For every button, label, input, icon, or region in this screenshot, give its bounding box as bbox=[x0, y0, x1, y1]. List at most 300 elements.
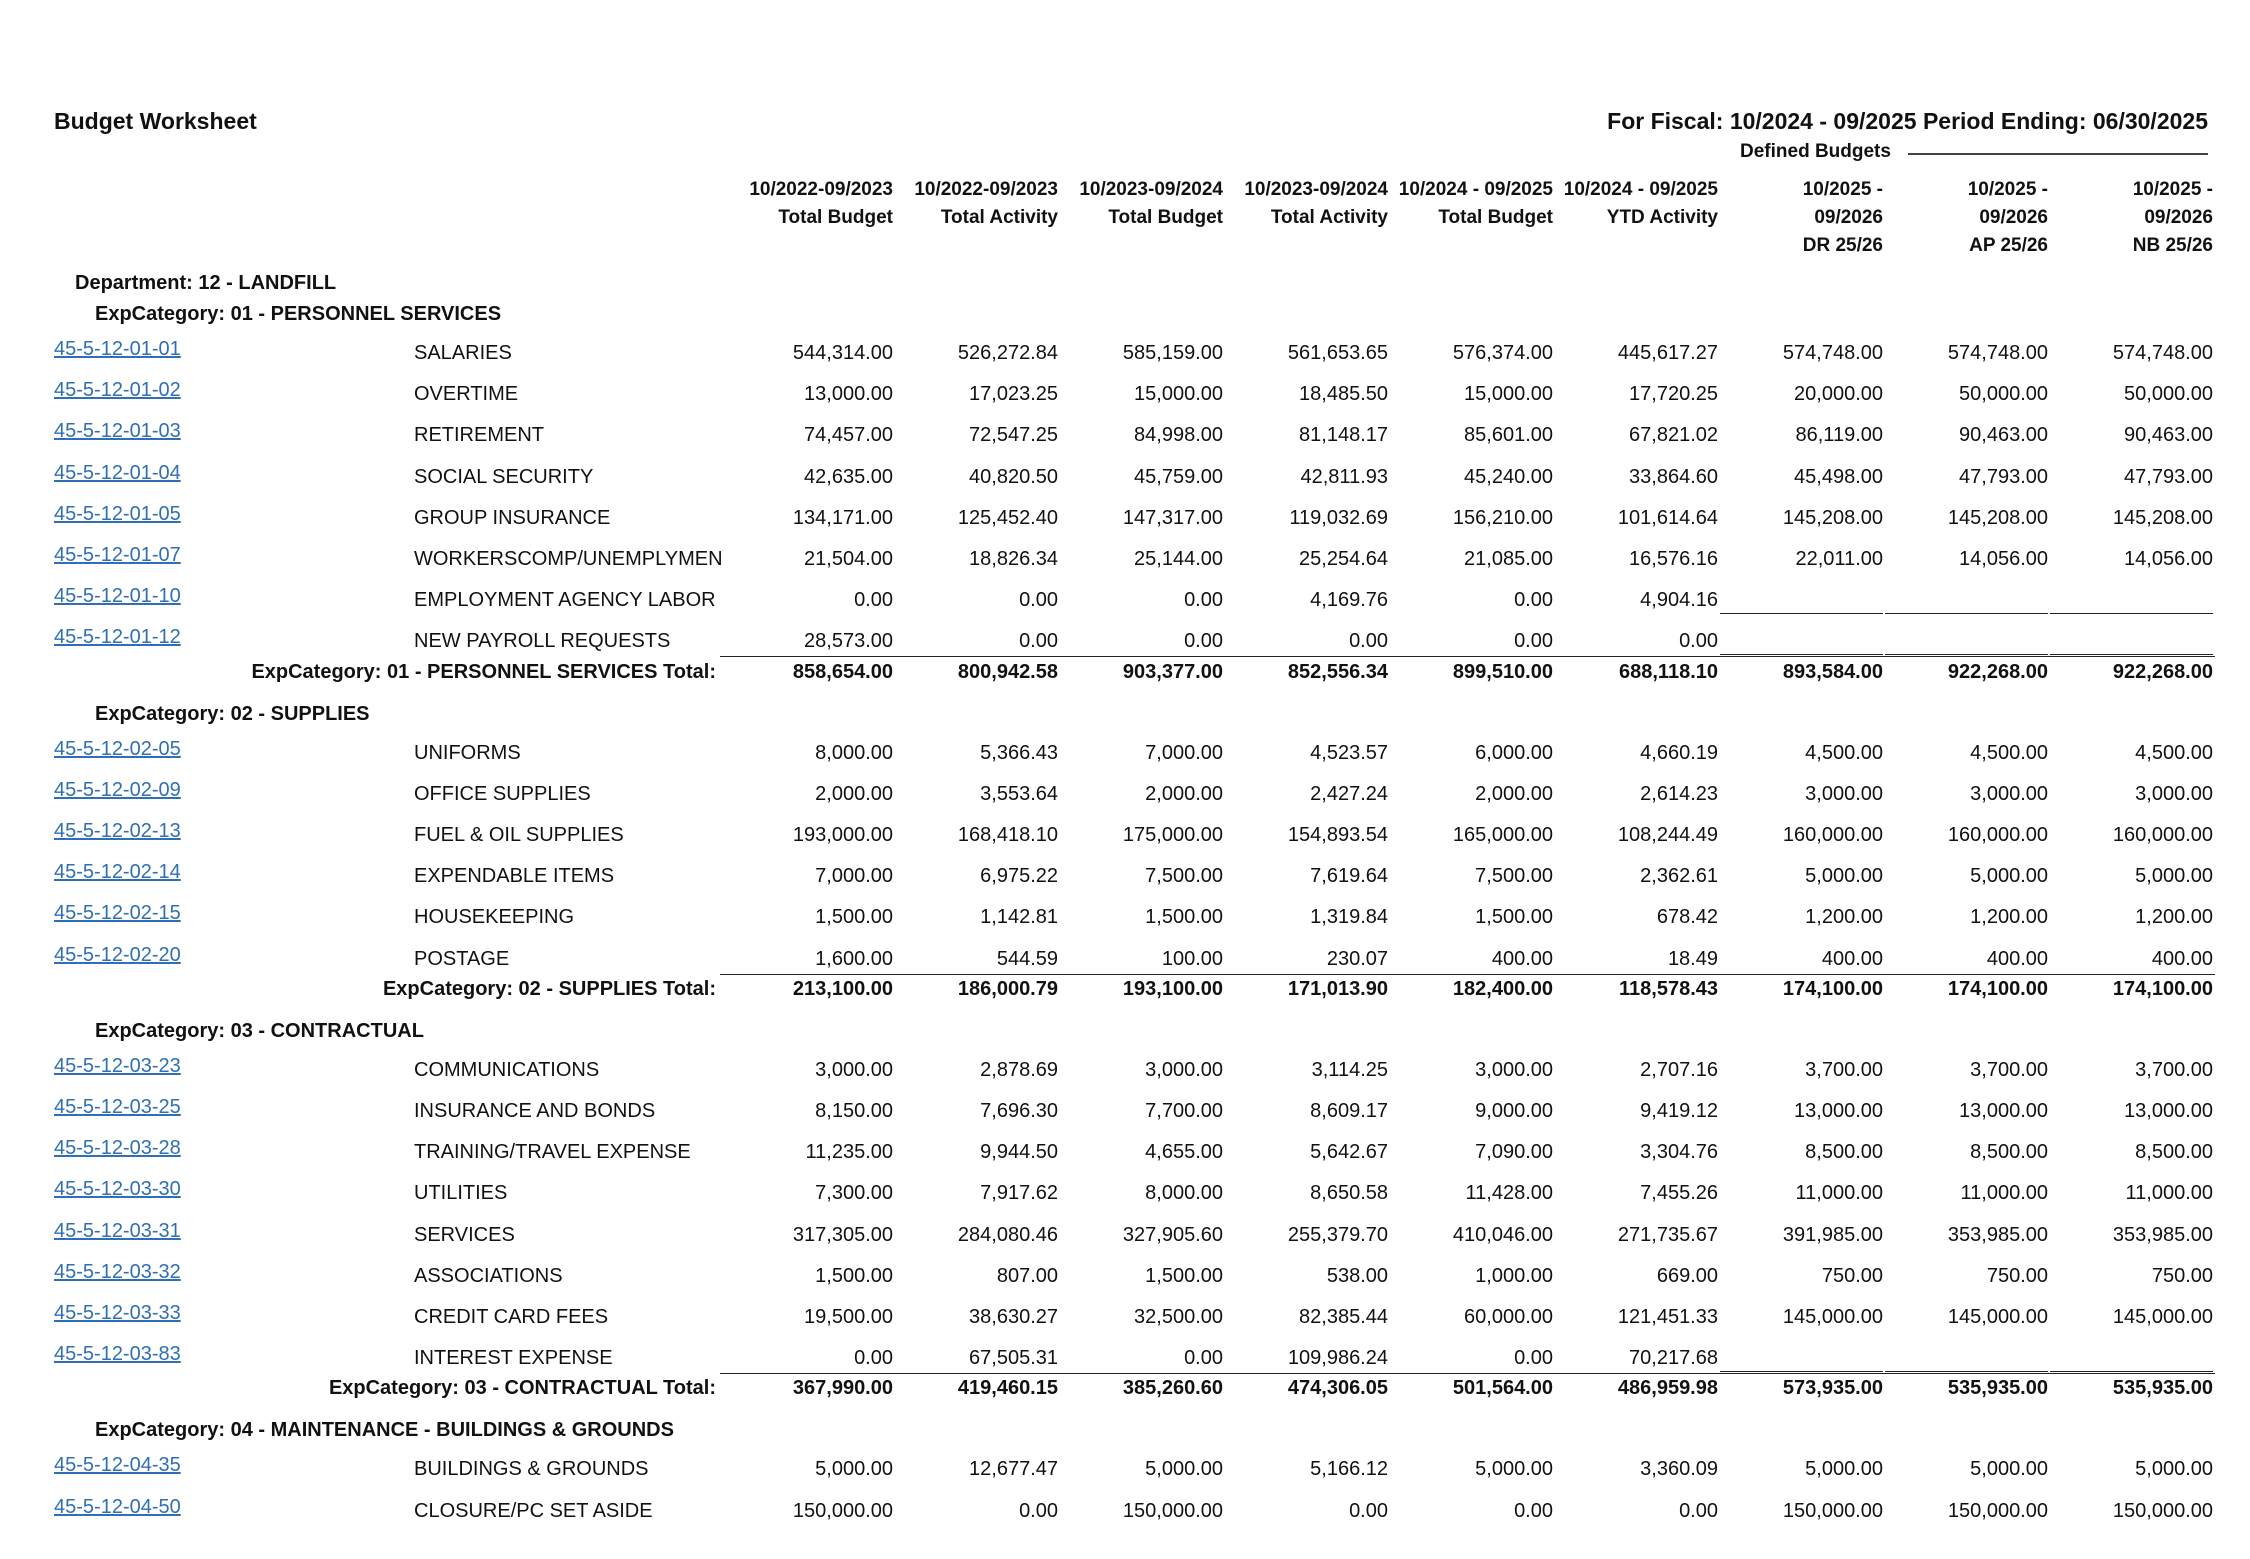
amount-cell: 20,000.00 bbox=[1794, 383, 1883, 406]
blank-entry-line bbox=[2050, 654, 2213, 655]
category-total-amount: 800,942.58 bbox=[957, 660, 1058, 683]
amount-cell: 2,000.00 bbox=[1145, 782, 1223, 805]
amount-cell: 67,505.31 bbox=[969, 1347, 1058, 1370]
account-link[interactable]: 45-5-12-02-13 bbox=[54, 820, 181, 842]
amount-cell: 2,000.00 bbox=[815, 782, 893, 805]
amount-cell: 2,878.69 bbox=[980, 1058, 1058, 1081]
amount-cell: 13,000.00 bbox=[804, 383, 893, 406]
amount-cell: 145,208.00 bbox=[1947, 506, 2048, 529]
report-title: Budget Worksheet bbox=[54, 108, 257, 134]
column-header-line: Total Activity bbox=[940, 207, 1058, 228]
amount-cell: 400.00 bbox=[1821, 947, 1883, 970]
amount-cell: 4,660.19 bbox=[1640, 741, 1718, 764]
amount-cell: 18.49 bbox=[1667, 947, 1718, 970]
amount-cell: 150,000.00 bbox=[1782, 1499, 1883, 1522]
category-total-amount: 174,100.00 bbox=[2112, 977, 2213, 1000]
account-link[interactable]: 45-5-12-03-28 bbox=[54, 1137, 181, 1160]
amount-cell: 74,457.00 bbox=[804, 424, 893, 447]
column-header-line: YTD Activity bbox=[1606, 207, 1718, 228]
column-header bbox=[1713, 176, 1883, 260]
amount-cell: 11,000.00 bbox=[2125, 1182, 2213, 1205]
amount-cell: 544,314.00 bbox=[792, 342, 893, 364]
amount-cell: 9,000.00 bbox=[1475, 1100, 1553, 1122]
category-total-amount: 193,100.00 bbox=[1122, 977, 1223, 1000]
category-total-amount: 899,510.00 bbox=[1452, 660, 1553, 683]
amount-cell: 121,451.33 bbox=[1617, 1306, 1718, 1328]
amount-cell: 9,419.12 bbox=[1640, 1100, 1718, 1122]
account-description: WORKERSCOMP/UNEMPLYMEN bbox=[414, 548, 723, 570]
amount-cell: 271,735.67 bbox=[1617, 1223, 1718, 1246]
amount-cell: 3,360.09 bbox=[1640, 1458, 1718, 1481]
category-total-amount: 573,935.00 bbox=[1782, 1377, 1883, 1400]
amount-cell: 8,500.00 bbox=[1805, 1141, 1883, 1164]
account-link[interactable]: 45-5-12-03-30 bbox=[54, 1178, 181, 1201]
amount-cell: 5,000.00 bbox=[1475, 1458, 1553, 1481]
amount-cell: 8,000.00 bbox=[1145, 1182, 1223, 1205]
amount-cell: 150,000.00 bbox=[2112, 1499, 2213, 1522]
amount-cell: 8,609.17 bbox=[1310, 1100, 1388, 1122]
column-header bbox=[723, 176, 893, 260]
amount-cell: 3,553.64 bbox=[980, 782, 1058, 805]
amount-cell: 2,614.23 bbox=[1640, 782, 1718, 805]
amount-cell: 750.00 bbox=[1821, 1264, 1883, 1287]
amount-cell: 145,000.00 bbox=[1782, 1306, 1883, 1328]
defined-budgets-label: Defined Budgets bbox=[1740, 141, 1891, 162]
amount-cell: 3,000.00 bbox=[2135, 782, 2213, 805]
amount-cell: 574,748.00 bbox=[1782, 342, 1883, 364]
account-description: CLOSURE/PC SET ASIDE bbox=[414, 1499, 653, 1522]
blank-entry-line bbox=[2050, 613, 2213, 614]
account-link[interactable]: 45-5-12-03-23 bbox=[54, 1054, 181, 1077]
amount-cell: 1,000.00 bbox=[1475, 1264, 1553, 1287]
account-description: INTEREST EXPENSE bbox=[414, 1347, 613, 1370]
amount-cell: 284,080.46 bbox=[957, 1223, 1058, 1246]
amount-cell: 134,171.00 bbox=[792, 506, 893, 529]
account-link[interactable]: 45-5-12-03-32 bbox=[54, 1260, 181, 1283]
amount-cell: 5,000.00 bbox=[1145, 1458, 1223, 1481]
column-header-line: 10/2023-09/2024 bbox=[1244, 179, 1388, 200]
amount-cell: 0.00 bbox=[1679, 1499, 1718, 1522]
amount-cell: 4,904.16 bbox=[1640, 589, 1718, 612]
amount-cell: 1,142.81 bbox=[980, 906, 1058, 929]
category-total-amount: 186,000.79 bbox=[957, 977, 1058, 1000]
amount-cell: 45,240.00 bbox=[1464, 465, 1553, 488]
amount-cell: 7,500.00 bbox=[1145, 865, 1223, 888]
amount-cell: 17,720.25 bbox=[1629, 383, 1718, 406]
account-description: UTILITIES bbox=[414, 1182, 508, 1205]
account-link[interactable]: 45-5-12-03-33 bbox=[54, 1302, 181, 1324]
amount-cell: 0.00 bbox=[1349, 630, 1388, 653]
subtotal-rule bbox=[720, 974, 2215, 975]
amount-cell: 7,300.00 bbox=[815, 1182, 893, 1205]
amount-cell: 82,385.44 bbox=[1299, 1306, 1388, 1328]
blank-entry-line bbox=[1720, 613, 1883, 614]
amount-cell: 18,826.34 bbox=[969, 548, 1058, 570]
amount-cell: 45,498.00 bbox=[1794, 465, 1883, 488]
amount-cell: 544.59 bbox=[996, 947, 1058, 970]
amount-cell: 5,000.00 bbox=[815, 1458, 893, 1481]
amount-cell: 3,000.00 bbox=[1475, 1058, 1553, 1081]
amount-cell: 5,000.00 bbox=[1970, 1458, 2048, 1481]
amount-cell: 750.00 bbox=[1986, 1264, 2048, 1287]
column-header bbox=[2043, 176, 2213, 260]
account-link[interactable]: 45-5-12-01-12 bbox=[54, 626, 181, 649]
category-total-amount: 535,935.00 bbox=[1947, 1377, 2048, 1400]
amount-cell: 2,427.24 bbox=[1310, 782, 1388, 805]
amount-cell: 7,090.00 bbox=[1475, 1141, 1553, 1164]
amount-cell: 561,653.65 bbox=[1287, 342, 1388, 364]
amount-cell: 5,366.43 bbox=[980, 741, 1058, 764]
amount-cell: 11,428.00 bbox=[1465, 1182, 1553, 1205]
amount-cell: 45,759.00 bbox=[1134, 465, 1223, 488]
category-total-amount: 893,584.00 bbox=[1782, 660, 1883, 683]
amount-cell: 13,000.00 bbox=[2124, 1100, 2213, 1122]
column-header-line bbox=[723, 232, 893, 260]
amount-cell: 147,317.00 bbox=[1122, 506, 1223, 529]
amount-cell: 574,748.00 bbox=[2112, 342, 2213, 364]
account-link[interactable]: 45-5-12-02-05 bbox=[54, 737, 181, 760]
category-total-amount: 903,377.00 bbox=[1122, 660, 1223, 683]
account-description: BUILDINGS & GROUNDS bbox=[414, 1458, 649, 1481]
amount-cell: 28,573.00 bbox=[804, 630, 893, 653]
amount-cell: 3,700.00 bbox=[1970, 1058, 2048, 1081]
account-link[interactable]: 45-5-12-01-03 bbox=[54, 420, 181, 443]
amount-cell: 230.07 bbox=[1326, 947, 1388, 970]
amount-cell: 4,655.00 bbox=[1145, 1141, 1223, 1164]
account-description: SALARIES bbox=[414, 342, 512, 364]
amount-cell: 2,000.00 bbox=[1475, 782, 1553, 805]
amount-cell: 11,235.00 bbox=[805, 1141, 893, 1164]
amount-cell: 400.00 bbox=[1491, 947, 1553, 970]
account-link[interactable]: 45-5-12-04-35 bbox=[54, 1454, 181, 1477]
amount-cell: 165,000.00 bbox=[1452, 824, 1553, 846]
amount-cell: 14,056.00 bbox=[1959, 548, 2048, 570]
amount-cell: 125,452.40 bbox=[957, 506, 1058, 529]
amount-cell: 576,374.00 bbox=[1452, 342, 1553, 364]
amount-cell: 5,000.00 bbox=[1805, 865, 1883, 888]
amount-cell: 8,150.00 bbox=[815, 1100, 893, 1122]
amount-cell: 85,601.00 bbox=[1464, 424, 1553, 447]
amount-cell: 168,418.10 bbox=[957, 824, 1058, 846]
blank-entry-line bbox=[1885, 1371, 2048, 1372]
amount-cell: 585,159.00 bbox=[1122, 342, 1223, 364]
blank-entry-line bbox=[1720, 654, 1883, 655]
column-header-line: 09/2026 bbox=[1979, 207, 2048, 228]
amount-cell: 0.00 bbox=[854, 1347, 893, 1370]
amount-cell: 2,362.61 bbox=[1640, 865, 1718, 888]
amount-cell: 5,000.00 bbox=[1970, 865, 2048, 888]
amount-cell: 42,811.93 bbox=[1300, 465, 1388, 488]
amount-cell: 193,000.00 bbox=[792, 824, 893, 846]
account-link[interactable]: 45-5-12-01-07 bbox=[54, 544, 181, 566]
amount-cell: 3,000.00 bbox=[1970, 782, 2048, 805]
amount-cell: 400.00 bbox=[1986, 947, 2048, 970]
amount-cell: 3,000.00 bbox=[815, 1058, 893, 1081]
amount-cell: 13,000.00 bbox=[1794, 1100, 1883, 1122]
blank-entry-line bbox=[1885, 613, 2048, 614]
column-header-line: Total Budget bbox=[1108, 207, 1223, 228]
amount-cell: 108,244.49 bbox=[1617, 824, 1718, 846]
amount-cell: 0.00 bbox=[1514, 1347, 1553, 1370]
amount-cell: 5,166.12 bbox=[1310, 1458, 1388, 1481]
amount-cell: 574,748.00 bbox=[1947, 342, 2048, 364]
column-header-line bbox=[888, 232, 1058, 260]
column-header bbox=[1383, 176, 1553, 260]
amount-cell: 0.00 bbox=[1514, 589, 1553, 612]
amount-cell: 145,208.00 bbox=[2112, 506, 2213, 529]
amount-cell: 353,985.00 bbox=[2112, 1223, 2213, 1246]
amount-cell: 18,485.50 bbox=[1299, 383, 1388, 406]
account-link[interactable]: 45-5-12-01-05 bbox=[54, 502, 181, 525]
account-description: OVERTIME bbox=[414, 383, 519, 406]
category-total-amount: 182,400.00 bbox=[1452, 977, 1553, 1000]
amount-cell: 160,000.00 bbox=[2112, 824, 2213, 846]
amount-cell: 9,944.50 bbox=[980, 1141, 1058, 1164]
column-header-line bbox=[1218, 232, 1388, 260]
account-description: RETIREMENT bbox=[414, 424, 544, 447]
category-total-amount: 486,959.98 bbox=[1617, 1377, 1718, 1400]
amount-cell: 60,000.00 bbox=[1464, 1306, 1553, 1328]
amount-cell: 353,985.00 bbox=[1947, 1223, 2048, 1246]
column-header bbox=[1218, 176, 1388, 260]
amount-cell: 3,000.00 bbox=[1145, 1058, 1223, 1081]
amount-cell: 0.00 bbox=[1184, 630, 1223, 653]
amount-cell: 160,000.00 bbox=[1782, 824, 1883, 846]
account-description: ASSOCIATIONS bbox=[414, 1264, 563, 1287]
amount-cell: 1,200.00 bbox=[1805, 906, 1883, 929]
amount-cell: 3,114.25 bbox=[1311, 1058, 1388, 1081]
amount-cell: 84,998.00 bbox=[1134, 424, 1223, 447]
amount-cell: 50,000.00 bbox=[1959, 383, 2048, 406]
column-header-line: 10/2025 - bbox=[2132, 179, 2213, 200]
amount-cell: 145,000.00 bbox=[1947, 1306, 2048, 1328]
column-header-line: 10/2022-09/2023 bbox=[914, 179, 1058, 200]
category-heading: ExpCategory: 01 - PERSONNEL SERVICES bbox=[95, 303, 502, 325]
category-total-amount: 535,935.00 bbox=[2112, 1377, 2213, 1400]
account-link[interactable]: 45-5-12-03-31 bbox=[54, 1219, 181, 1242]
account-link[interactable]: 45-5-12-02-09 bbox=[54, 778, 181, 801]
amount-cell: 400.00 bbox=[2151, 947, 2213, 970]
amount-cell: 7,000.00 bbox=[815, 865, 893, 888]
amount-cell: 81,148.17 bbox=[1299, 424, 1388, 447]
amount-cell: 1,500.00 bbox=[1145, 1264, 1223, 1287]
amount-cell: 6,000.00 bbox=[1475, 741, 1553, 764]
account-description: EMPLOYMENT AGENCY LABOR bbox=[414, 589, 716, 612]
amount-cell: 5,000.00 bbox=[2135, 1458, 2213, 1481]
amount-cell: 445,617.27 bbox=[1617, 342, 1718, 364]
amount-cell: 72,547.25 bbox=[969, 424, 1058, 447]
amount-cell: 1,500.00 bbox=[1475, 906, 1553, 929]
subtotal-rule bbox=[720, 1373, 2215, 1374]
amount-cell: 317,305.00 bbox=[792, 1223, 893, 1246]
amount-cell: 391,985.00 bbox=[1782, 1223, 1883, 1246]
blank-entry-line bbox=[2050, 1371, 2213, 1372]
account-link[interactable]: 45-5-12-01-04 bbox=[54, 461, 181, 484]
amount-cell: 8,500.00 bbox=[2135, 1141, 2213, 1164]
subtotal-rule bbox=[720, 656, 2215, 657]
account-link[interactable]: 45-5-12-01-02 bbox=[54, 379, 181, 402]
amount-cell: 5,000.00 bbox=[2135, 865, 2213, 888]
amount-cell: 25,144.00 bbox=[1134, 548, 1223, 570]
amount-cell: 4,169.76 bbox=[1310, 589, 1388, 612]
category-heading: ExpCategory: 02 - SUPPLIES bbox=[95, 702, 370, 725]
category-total-label: ExpCategory: 02 - SUPPLIES Total: bbox=[382, 977, 716, 1000]
amount-cell: 255,379.70 bbox=[1287, 1223, 1388, 1246]
amount-cell: 7,500.00 bbox=[1475, 865, 1553, 888]
amount-cell: 154,893.54 bbox=[1287, 824, 1388, 846]
account-link[interactable]: 45-5-12-04-50 bbox=[54, 1495, 181, 1518]
amount-cell: 669.00 bbox=[1656, 1264, 1718, 1287]
amount-cell: 19,500.00 bbox=[804, 1306, 893, 1328]
amount-cell: 12,677.47 bbox=[969, 1458, 1058, 1481]
amount-cell: 40,820.50 bbox=[969, 465, 1058, 488]
account-link[interactable]: 45-5-12-02-14 bbox=[54, 861, 181, 884]
amount-cell: 538.00 bbox=[1326, 1264, 1388, 1287]
account-link[interactable]: 45-5-12-02-20 bbox=[54, 943, 181, 966]
category-total-amount: 174,100.00 bbox=[1782, 977, 1883, 1000]
amount-cell: 11,000.00 bbox=[1795, 1182, 1883, 1205]
amount-cell: 0.00 bbox=[854, 589, 893, 612]
amount-cell: 0.00 bbox=[1019, 630, 1058, 653]
category-total-amount: 688,118.10 bbox=[1619, 660, 1718, 683]
amount-cell: 526,272.84 bbox=[957, 342, 1058, 364]
amount-cell: 8,000.00 bbox=[815, 741, 893, 764]
category-total-amount: 174,100.00 bbox=[1947, 977, 2048, 1000]
account-description: TRAINING/TRAVEL EXPENSE bbox=[414, 1141, 691, 1164]
amount-cell: 175,000.00 bbox=[1122, 824, 1223, 846]
blank-entry-line bbox=[1720, 1371, 1883, 1372]
amount-cell: 2,707.16 bbox=[1640, 1058, 1718, 1081]
amount-cell: 0.00 bbox=[1514, 630, 1553, 653]
amount-cell: 4,500.00 bbox=[1970, 741, 2048, 764]
amount-cell: 47,793.00 bbox=[1959, 465, 2048, 488]
amount-cell: 750.00 bbox=[2151, 1264, 2213, 1287]
amount-cell: 47,793.00 bbox=[2124, 465, 2213, 488]
category-total-label: ExpCategory: 01 - PERSONNEL SERVICES Total: bbox=[251, 660, 716, 683]
amount-cell: 17,023.25 bbox=[969, 383, 1058, 406]
account-description: INSURANCE AND BONDS bbox=[414, 1100, 656, 1122]
department-heading: Department: 12 - LANDFILL bbox=[75, 272, 337, 294]
amount-cell: 0.00 bbox=[1349, 1499, 1388, 1522]
amount-cell: 4,500.00 bbox=[1805, 741, 1883, 764]
amount-cell: 11,000.00 bbox=[1960, 1182, 2048, 1205]
account-description: HOUSEKEEPING bbox=[414, 906, 575, 929]
column-header bbox=[1548, 176, 1718, 260]
amount-cell: 150,000.00 bbox=[1122, 1499, 1223, 1522]
column-header-line bbox=[1383, 232, 1553, 260]
category-total-amount: 922,268.00 bbox=[2112, 660, 2213, 683]
amount-cell: 14,056.00 bbox=[2124, 548, 2213, 570]
amount-cell: 5,000.00 bbox=[1805, 1458, 1883, 1481]
amount-cell: 327,905.60 bbox=[1122, 1223, 1223, 1246]
amount-cell: 119,032.69 bbox=[1289, 506, 1388, 529]
category-total-amount: 922,268.00 bbox=[1947, 660, 2048, 683]
column-header-line: 10/2022-09/2023 bbox=[749, 179, 893, 200]
column-header-line: 10/2024 - 09/2025 bbox=[1398, 179, 1553, 200]
column-header-line: Total Budget bbox=[778, 207, 893, 228]
amount-cell: 7,700.00 bbox=[1145, 1100, 1223, 1122]
account-description: UNIFORMS bbox=[414, 741, 521, 764]
category-total-amount: 171,013.90 bbox=[1287, 977, 1388, 1000]
amount-cell: 38,630.27 bbox=[969, 1306, 1058, 1328]
amount-cell: 1,500.00 bbox=[815, 906, 893, 929]
account-link[interactable]: 45-5-12-01-01 bbox=[54, 338, 181, 360]
column-header bbox=[1053, 176, 1223, 260]
amount-cell: 160,000.00 bbox=[1947, 824, 2048, 846]
column-header-line: DR 25/26 bbox=[1802, 235, 1883, 256]
column-header-line: 10/2024 - 09/2025 bbox=[1563, 179, 1718, 200]
fiscal-period: For Fiscal: 10/2024 - 09/2025 Period Ending: 06/30/2025 bbox=[1607, 108, 2208, 134]
account-link[interactable]: 45-5-12-03-83 bbox=[54, 1343, 181, 1366]
defined-budgets-rule bbox=[1908, 153, 2208, 155]
category-total-amount: 118,578.43 bbox=[1619, 977, 1718, 1000]
category-total-label: ExpCategory: 03 - CONTRACTUAL Total: bbox=[328, 1377, 716, 1400]
column-header bbox=[888, 176, 1058, 260]
account-description: EXPENDABLE ITEMS bbox=[414, 865, 615, 888]
amount-cell: 0.00 bbox=[1184, 1347, 1223, 1370]
amount-cell: 1,500.00 bbox=[815, 1264, 893, 1287]
amount-cell: 5,642.67 bbox=[1310, 1141, 1388, 1164]
amount-cell: 101,614.64 bbox=[1617, 506, 1718, 529]
account-link[interactable]: 45-5-12-02-15 bbox=[54, 902, 181, 925]
amount-cell: 21,085.00 bbox=[1464, 548, 1553, 570]
amount-cell: 4,500.00 bbox=[2135, 741, 2213, 764]
category-total-amount: 367,990.00 bbox=[792, 1377, 893, 1400]
account-description: GROUP INSURANCE bbox=[414, 506, 611, 529]
amount-cell: 67,821.02 bbox=[1629, 424, 1718, 447]
amount-cell: 7,917.62 bbox=[980, 1182, 1058, 1205]
column-header-line: Total Activity bbox=[1270, 207, 1388, 228]
amount-cell: 3,000.00 bbox=[1805, 782, 1883, 805]
amount-cell: 86,119.00 bbox=[1795, 424, 1883, 447]
amount-cell: 150,000.00 bbox=[792, 1499, 893, 1522]
category-heading: ExpCategory: 03 - CONTRACTUAL bbox=[95, 1019, 424, 1042]
column-header-line: NB 25/26 bbox=[2132, 235, 2213, 256]
account-description: OFFICE SUPPLIES bbox=[414, 782, 591, 805]
amount-cell: 410,046.00 bbox=[1452, 1223, 1553, 1246]
amount-cell: 16,576.16 bbox=[1629, 548, 1718, 570]
column-header-line: 10/2023-09/2024 bbox=[1079, 179, 1223, 200]
amount-cell: 7,000.00 bbox=[1145, 741, 1223, 764]
amount-cell: 15,000.00 bbox=[1464, 383, 1553, 406]
account-description: SOCIAL SECURITY bbox=[414, 465, 594, 488]
amount-cell: 1,200.00 bbox=[1970, 906, 2048, 929]
account-description: COMMUNICATIONS bbox=[414, 1058, 600, 1081]
account-description: NEW PAYROLL REQUESTS bbox=[414, 630, 671, 653]
account-link[interactable]: 45-5-12-03-25 bbox=[54, 1096, 181, 1118]
amount-cell: 7,696.30 bbox=[980, 1100, 1058, 1122]
amount-cell: 1,500.00 bbox=[1145, 906, 1223, 929]
amount-cell: 156,210.00 bbox=[1452, 506, 1553, 529]
amount-cell: 7,455.26 bbox=[1640, 1182, 1718, 1205]
account-description: CREDIT CARD FEES bbox=[414, 1306, 609, 1328]
amount-cell: 0.00 bbox=[1019, 589, 1058, 612]
amount-cell: 109,986.24 bbox=[1287, 1347, 1388, 1370]
column-header-line: 09/2026 bbox=[1814, 207, 1883, 228]
category-total-amount: 213,100.00 bbox=[792, 977, 893, 1000]
amount-cell: 807.00 bbox=[996, 1264, 1058, 1287]
amount-cell: 3,700.00 bbox=[2135, 1058, 2213, 1081]
account-description: SERVICES bbox=[414, 1223, 515, 1246]
category-total-amount: 419,460.15 bbox=[957, 1377, 1058, 1400]
amount-cell: 90,463.00 bbox=[1959, 424, 2048, 447]
amount-cell: 0.00 bbox=[1184, 589, 1223, 612]
amount-cell: 33,864.60 bbox=[1629, 465, 1718, 488]
category-total-amount: 501,564.00 bbox=[1452, 1377, 1553, 1400]
amount-cell: 90,463.00 bbox=[2124, 424, 2213, 447]
amount-cell: 4,523.57 bbox=[1310, 741, 1388, 764]
account-link[interactable]: 45-5-12-01-10 bbox=[54, 585, 181, 608]
